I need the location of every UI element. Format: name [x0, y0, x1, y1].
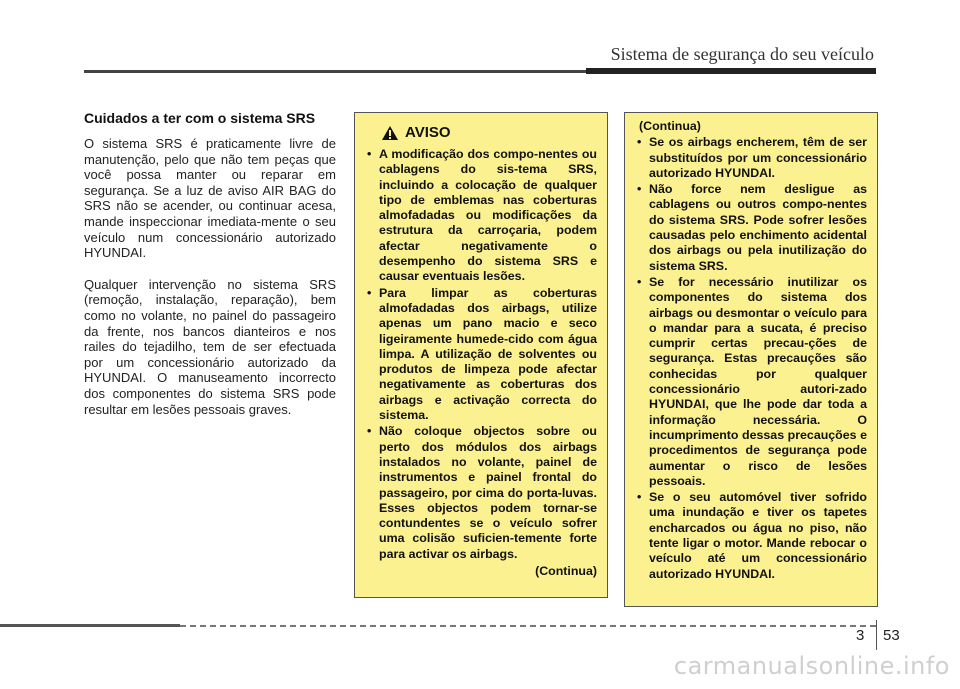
list-item: • Se for necessário inutilizar os componentes do sistema dos airbags ou desmontar o veículo para o mandar para a sucata, é preciso cumprir certas precau-ções de segurança. Estas precauções são conhecidas por qualquer concessionário autori-zado HYUNDAI, que lhe pode dar toda a informação necessária. O incumprimento dessas precauções e procedimentos de segurança pode aumentar o risco de lesões pessoais.	[635, 275, 867, 489]
list-item: • Se os airbags encherem, têm de ser substituídos por um concessionário autorizado HYUNDAI.	[635, 135, 867, 181]
paragraph-maintenance: O sistema SRS é praticamente livre de manutenção, pelo que não tem peças que você possa manter ou reparar em segurança. Se a luz de aviso AIR BAG do SRS não se acender, ou continuar acesa, mande inspeccionar imediata-mente o seu veículo num concessionário autorizado HYUNDAI.	[84, 136, 336, 261]
list-item: • Para limpar as coberturas almofadadas dos airbags, utilize apenas um pano macio e seco ligeiramente humede-cido com água limpa. A utilização de solventes ou produtos de limpeza pode afectar negativamente as coberturas dos airbags e activação correcta do sistema.	[365, 286, 597, 424]
list-item: • Se o seu automóvel tiver sofrido uma inundação e tiver os tapetes encharcados ou água no piso, não tente ligar o motor. Mande rebocar o veículo até um concessionário autorizado HYUNDAI.	[635, 490, 867, 582]
watermark: carmanualsonline.info	[673, 652, 950, 680]
header-rule-accent	[586, 68, 876, 74]
list-item: • Não force nem desligue as cablagens ou outros compo-nentes do sistema SRS. Pode sofrer lesões causadas pelo enchimento acidental dos airbags ou pela inutilização do sistema SRS.	[635, 182, 867, 274]
list-item: • A modificação dos compo-nentes ou cablagens do sis-tema SRS, incluindo a colocação de qualquer tipo de emblemas nas coberturas almofadadas ou modificações da estrutura da carroçaria, podem afectar negativamente o desempenho do sistema SRS e causar eventuais lesões.	[365, 147, 597, 285]
warning-header	[381, 125, 597, 141]
chapter-number: 3	[856, 627, 865, 644]
warning-list-1	[365, 147, 597, 562]
warning-box-2	[624, 112, 878, 607]
page-header-title: Sistema de segurança do seu veículo	[610, 44, 874, 64]
list-item: • Não coloque objectos sobre ou perto dos módulos dos airbags instalados no volante, painel de instrumentos e painel frontal do passageiro, por cima do porta-luvas. Esses objectos podem tornar-se contundentes se o veículo sofrer uma colisão suficien-temente forte para activar os airbags.	[365, 424, 597, 562]
section-heading: Cuidados a ter com o sistema SRS	[84, 110, 316, 126]
paragraph-service: Qualquer intervenção no sistema SRS (remoção, instalação, reparação), bem como no volante, no painel do passageiro da frente, nos bancos dianteiros e nos railes do tejadilho, tem de ser efectuada por um concessionário autorizado da HYUNDAI. O manuseamento incorrecto dos componentes do sistema SRS pode resultar em lesões pessoais graves.	[84, 276, 336, 417]
footer-rule-accent	[0, 624, 180, 627]
continued-label: (Continua)	[639, 119, 701, 133]
warning-box-1	[354, 112, 608, 598]
warning-list-2	[635, 135, 867, 582]
warning-triangle-icon	[381, 125, 399, 141]
left-column	[84, 110, 336, 433]
continued-label: (Continua)	[535, 564, 597, 579]
page-number: 53	[883, 627, 900, 644]
page-divider	[876, 620, 877, 650]
warning-title: AVISO	[405, 124, 451, 142]
